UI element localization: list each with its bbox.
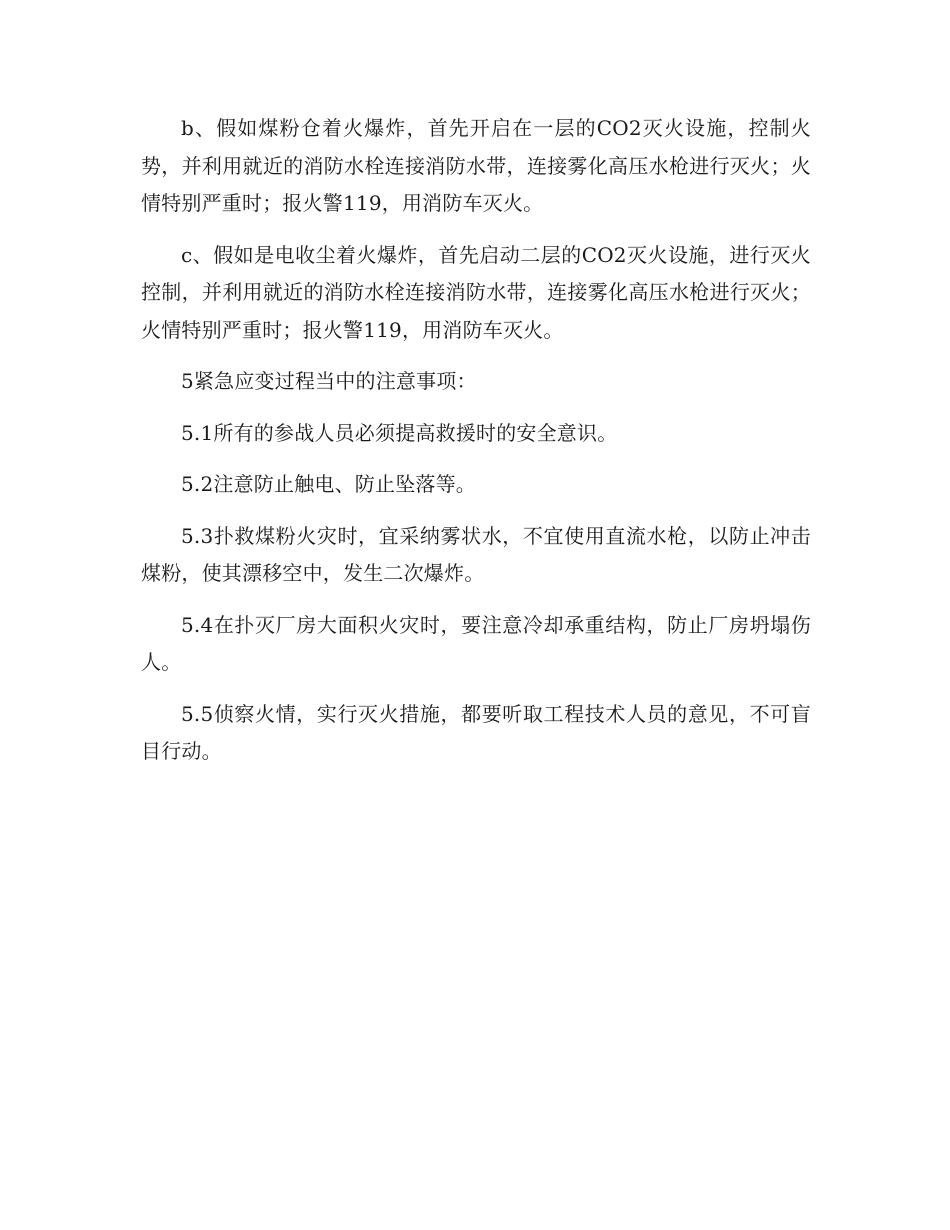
paragraph-item-5-2: 5.2注意防止触电、防止坠落等。 <box>181 472 477 496</box>
section-heading-precautions: 5紧急应变过程当中的注意事项： <box>181 369 477 393</box>
paragraph-item-5-4: 5.4在扑灭厂房大面积火灾时，要注意冷却承重结构，防止厂房坍塌伤人。 <box>141 612 811 674</box>
document-body <box>141 110 811 785</box>
paragraph-dust-collector-fire: c、假如是电收尘着火爆炸，首先启动二层的CO2灭火设施，进行灭火控制，并利用就近的消防水栓连接消防水带，连接雾化高压水枪进行灭火；火情特别严重时；报火警119，用消防车灭火。 <box>141 242 811 342</box>
paragraph-item-5-5: 5.5侦察火情，实行灭火措施，都要听取工程技术人员的意见，不可盲目行动。 <box>141 701 811 763</box>
paragraph-item-5-1: 5.1所有的参战人员必须提高救援时的安全意识。 <box>181 420 618 445</box>
paragraph-coal-silo-fire: b、假如煤粉仓着火爆炸，首先开启在一层的CO2灭火设施，控制火势，并利用就近的消防水栓连接消防水带，连接雾化高压水枪进行灭火；火情特别严重时；报火警119，用消防车灭火。 <box>141 116 811 215</box>
paragraph-item-5-3: 5.3扑救煤粉火灾时，宜采纳雾状水，不宜使用直流水枪，以防止冲击煤粉，使其漂移空中，发生二次爆炸。 <box>141 523 811 585</box>
